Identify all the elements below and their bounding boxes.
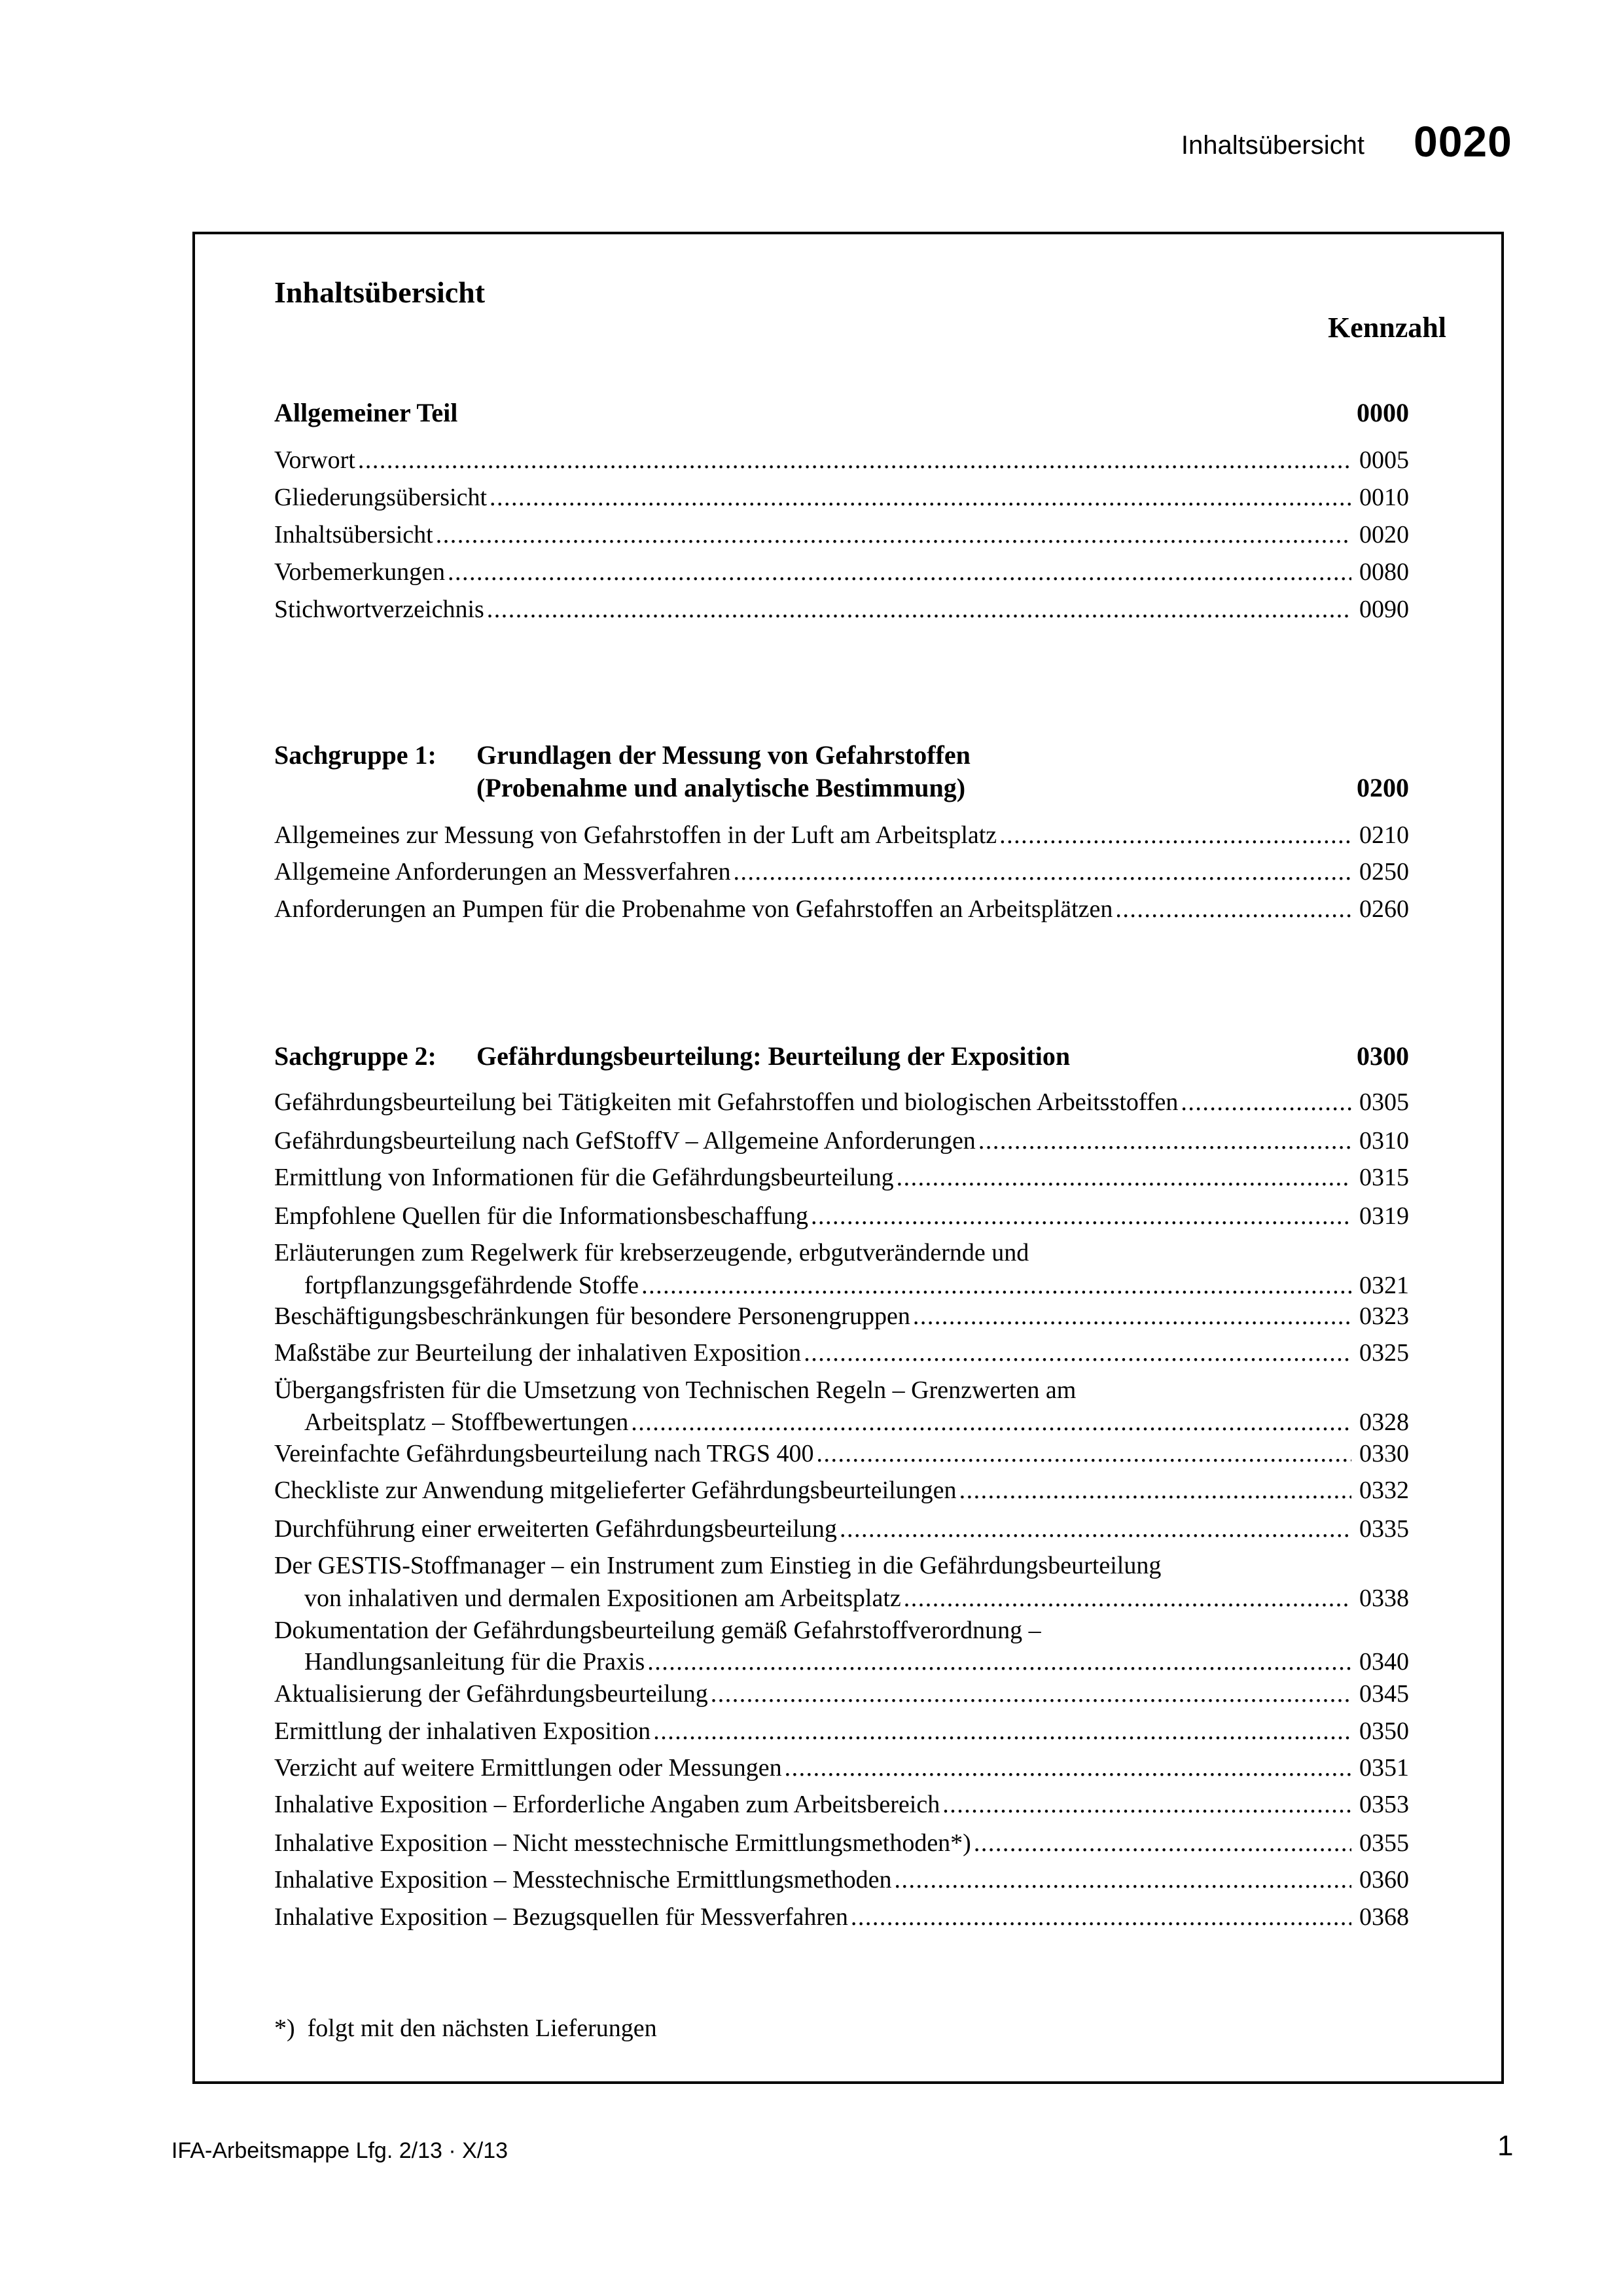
leader-dots [840,1513,1351,1545]
toc-entry-number: 0315 [1359,1164,1409,1191]
toc-entry[interactable] [274,518,1409,551]
toc-entry-text: Durchführung einer erweiterten Gefährdungsbeurteilung [274,1515,837,1543]
toc-entry-text: Inhalative Exposition – Bezugsquellen für Messverfahren [274,1903,848,1931]
toc-entry-number: 0250 [1359,858,1409,886]
footer-page-number: 1 [1497,2130,1514,2162]
toc-entry-number: 0338 [1359,1585,1409,1612]
toc-entry-text: Inhalative Exposition – Erforderliche Angaben zum Arbeitsbereich [274,1791,940,1818]
toc-entry[interactable] [274,893,1409,925]
column-header-kennzahl: Kennzahl [1328,312,1446,344]
toc-entry-text-line1: Der GESTIS-Stoffmanager – ein Instrument zum Einstieg in die Gefährdungsbeurteilung [274,1552,1162,1579]
toc-entry-number: 0080 [1359,558,1409,586]
toc-entry-text: von inhalativen und dermalen Expositionen am Arbeitsplatz [304,1585,901,1612]
toc-entry[interactable] [274,1200,1409,1232]
toc-entry-text: Checkliste zur Anwendung mitgelieferter Gefährdungsbeurteilungen [274,1477,957,1504]
toc-entry-text: Verzicht auf weitere Ermittlungen oder Messungen [274,1754,782,1782]
section-heading-sachgruppe-2[interactable] [274,1040,1409,1073]
leader-dots [897,1161,1351,1194]
toc-entry-text: Vereinfachte Gefährdungsbeurteilung nach TRGS 400 [274,1440,814,1467]
toc-entry-number: 0355 [1359,1829,1409,1857]
leader-dots [904,1582,1351,1615]
toc-entry[interactable] [274,1124,1409,1157]
leader-dots [959,1474,1351,1507]
toc-entry-number: 0350 [1359,1717,1409,1745]
toc-entry-text: Anforderungen an Pumpen für die Probenahme von Gefahrstoffen an Arbeitsplätzen [274,895,1113,923]
toc-entry[interactable] [274,1901,1409,1933]
leader-dots [978,1124,1351,1157]
toc-entry-text: Vorwort [274,446,355,474]
toc-entry-text: Empfohlene Quellen für die Informationsbeschaffung [274,1202,809,1230]
leader-dots [817,1437,1352,1470]
toc-entry-text: Gliederungsübersicht [274,484,488,511]
section-label: Allgemeiner Teil [274,398,458,427]
toc-entry[interactable] [304,1269,1409,1302]
toc-entry-text-line1: Erläuterungen zum Regelwerk für krebserzeugende, erbgutverändernde und [274,1239,1029,1266]
toc-entry-text-line1: Übergangsfristen für die Umsetzung von Technischen Regeln – Grenzwerten am [274,1376,1077,1404]
toc-entry-text: Ermittlung der inhalativen Exposition [274,1717,651,1745]
section-label: Sachgruppe 1: [274,740,437,770]
toc-entry[interactable] [274,1513,1409,1545]
leader-dots [358,444,1351,476]
leader-dots [490,481,1351,514]
toc-entry[interactable] [274,855,1409,888]
leader-dots [448,556,1351,588]
section-title-line2: (Probenahme und analytische Bestimmung) [476,773,966,802]
toc-entry-number: 0330 [1359,1440,1409,1467]
leader-dots [436,518,1351,551]
page-title: Inhaltsübersicht [274,276,486,309]
toc-entry-number: 0010 [1359,484,1409,511]
toc-entry-text: Maßstäbe zur Beurteilung der inhalativen Exposition [274,1339,802,1367]
toc-entry[interactable] [304,1645,1409,1678]
leader-dots [1181,1086,1351,1119]
toc-entry-number: 0319 [1359,1202,1409,1230]
toc-entry[interactable] [274,1086,1409,1119]
toc-entry-text: Beschäftigungsbeschränkungen für besondere Personengruppen [274,1302,910,1330]
toc-entry-number: 0020 [1359,521,1409,548]
toc-entry[interactable] [274,1863,1409,1896]
toc-entry[interactable] [274,1751,1409,1784]
section-number: 0200 [1357,773,1409,802]
leader-dots [942,1788,1351,1821]
leader-dots [653,1715,1351,1748]
toc-entry-text-line1: Dokumentation der Gefährdungsbeurteilung gemäß Gefahrstoffverordnung – [274,1617,1041,1644]
toc-entry-number: 0335 [1359,1515,1409,1543]
toc-entry-number: 0328 [1359,1408,1409,1436]
leader-dots [804,1336,1351,1369]
leader-dots [974,1827,1351,1859]
section-label: Sachgruppe 2: [274,1041,437,1071]
section-number: 0300 [1357,1041,1409,1071]
toc-entry-text: Handlungsanleitung für die Praxis [304,1648,645,1676]
leader-dots [711,1677,1351,1710]
leader-dots [1115,893,1351,925]
section-title-line1: Grundlagen der Messung von Gefahrstoffen [476,740,971,770]
toc-entry[interactable] [274,593,1409,626]
toc-entry-text: Gefährdungsbeurteilung bei Tätigkeiten mit Gefahrstoffen und biologischen Arbeitsstoffen [274,1088,1179,1116]
leader-dots [631,1406,1351,1439]
toc-entry[interactable] [274,1437,1409,1470]
header-section-title: Inhaltsübersicht [1181,131,1364,160]
toc-entry-number: 0210 [1359,821,1409,849]
toc-entry[interactable] [274,1677,1409,1710]
leader-dots [647,1645,1351,1678]
leader-dots [641,1269,1351,1302]
toc-entry-number: 0325 [1359,1339,1409,1367]
footer-publication: IFA-Arbeitsmappe Lfg. 2/13 · X/13 [171,2138,508,2163]
leader-dots [487,593,1351,626]
toc-entry[interactable] [274,1474,1409,1507]
toc-entry-number: 0321 [1359,1272,1409,1299]
toc-entry[interactable] [274,1788,1409,1821]
toc-entry-text: Ermittlung von Informationen für die Gefährdungsbeurteilung [274,1164,894,1191]
toc-entry-text: Vorbemerkungen [274,558,446,586]
leader-dots [913,1300,1351,1333]
toc-entry-text: Inhalative Exposition – Messtechnische Ermittlungsmethoden [274,1866,892,1893]
section-heading-sachgruppe-1[interactable] [274,739,1409,804]
leader-dots [999,819,1351,852]
toc-entry[interactable] [304,1406,1409,1439]
header-section-number: 0020 [1414,117,1512,166]
toc-entry-text: Inhaltsübersicht [274,521,433,548]
toc-entry[interactable] [274,819,1409,852]
toc-entry-text: fortpflanzungsgefährdende Stoffe [304,1272,639,1299]
toc-entry[interactable] [274,481,1409,514]
toc-entry-text: Gefährdungsbeurteilung nach GefStoffV – Allgemeine Anforderungen [274,1127,976,1155]
toc-entry-number: 0332 [1359,1477,1409,1504]
section-heading-allgemeiner-teil[interactable] [274,397,1409,429]
toc-entry[interactable] [274,556,1409,588]
toc-entry[interactable] [274,1161,1409,1194]
section-title: Gefährdungsbeurteilung: Beurteilung der Exposition [476,1041,1071,1071]
toc-entry-text: Aktualisierung der Gefährdungsbeurteilung [274,1680,708,1708]
toc-entry-number: 0351 [1359,1754,1409,1782]
toc-entry-text: Stichwortverzeichnis [274,596,484,623]
toc-entry-number: 0353 [1359,1791,1409,1818]
toc-entry[interactable] [274,444,1409,476]
toc-entry-text: Allgemeine Anforderungen an Messverfahren [274,858,731,886]
toc-entry[interactable] [274,1715,1409,1748]
section-number: 0000 [1357,398,1409,427]
leader-dots [895,1863,1352,1896]
leader-dots [851,1901,1351,1933]
toc-entry-number: 0090 [1359,596,1409,623]
toc-entry-text: Allgemeines zur Messung von Gefahrstoffen in der Luft am Arbeitsplatz [274,821,997,849]
toc-entry-number: 0005 [1359,446,1409,474]
toc-entry-number: 0305 [1359,1088,1409,1116]
toc-entry-number: 0260 [1359,895,1409,923]
toc-entry[interactable] [304,1582,1409,1615]
toc-entry[interactable] [274,1827,1409,1859]
toc-entry-number: 0323 [1359,1302,1409,1330]
leader-dots [785,1751,1351,1784]
leader-dots [733,855,1351,888]
toc-entry[interactable] [274,1300,1409,1333]
toc-entry-text: Inhalative Exposition – Nicht messtechnische Ermittlungsmethoden*) [274,1829,971,1857]
toc-entry-number: 0310 [1359,1127,1409,1155]
toc-entry-text: Arbeitsplatz – Stoffbewertungen [304,1408,629,1436]
toc-entry-number: 0360 [1359,1866,1409,1893]
footnote: *) folgt mit den nächsten Lieferungen [274,2015,657,2042]
toc-entry-number: 0345 [1359,1680,1409,1708]
toc-entry-number: 0368 [1359,1903,1409,1931]
toc-entry-number: 0340 [1359,1648,1409,1676]
toc-entry[interactable] [274,1336,1409,1369]
leader-dots [811,1200,1351,1232]
